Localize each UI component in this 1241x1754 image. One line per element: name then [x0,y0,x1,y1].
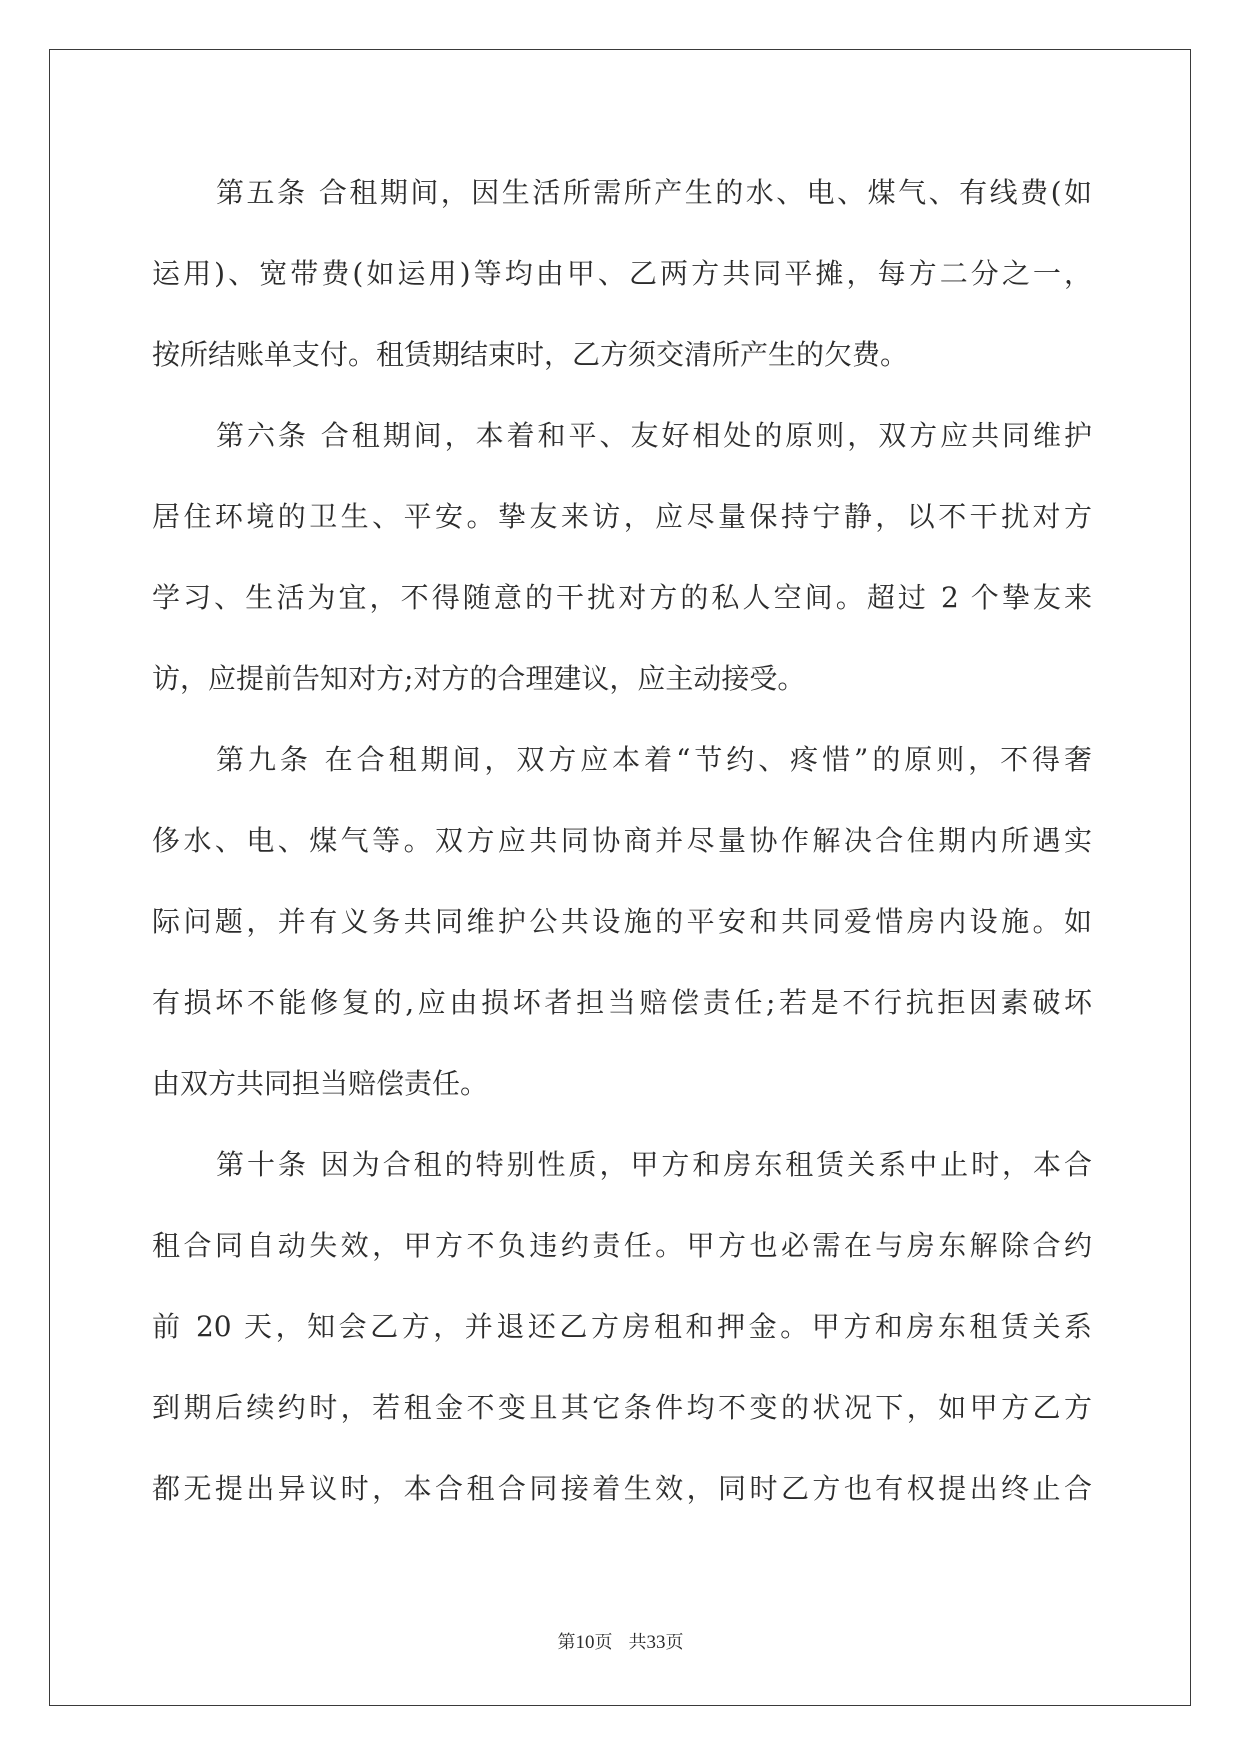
paragraph-line: 侈水、电、煤气等。双方应共同协商并尽量协作解决合住期内所遇实 [152,824,1092,857]
paragraph-line: 运用)、宽带费(如运用)等均由甲、乙两方共同平摊，每方二分之一， [152,257,1092,290]
paragraph-line: 有损坏不能修复的,应由损坏者担当赔偿责任;若是不行抗拒因素破坏 [152,986,1092,1019]
paragraph-line: 都无提出异议时，本合租合同接着生效，同时乙方也有权提出终止合 [152,1472,1092,1505]
paragraph-line: 前 20 天，知会乙方，并退还乙方房租和押金。甲方和房东租赁关系 [152,1310,1092,1343]
total-pages-prefix: 共 [628,1632,647,1653]
paragraph-line: 按所结账单支付。租赁期结束时，乙方须交清所产生的欠费。 [152,338,909,371]
paragraph-line: 第十条 因为合租的特别性质，甲方和房东租赁关系中止时，本合 [216,1148,1092,1181]
paragraph-line: 第九条 在合租期间，双方应本着“节约、疼惜”的原则，不得奢 [216,743,1092,776]
total-pages: 33 [646,1632,666,1653]
paragraph-line: 租合同自动失效，甲方不负违约责任。甲方也必需在与房东解除合约 [152,1229,1092,1262]
paragraph-line: 到期后续约时，若租金不变且其它条件均不变的状况下，如甲方乙方 [152,1391,1092,1424]
paragraph-article-6 [152,395,1092,719]
paragraph-article-9 [152,719,1092,1124]
paragraph-article-5 [152,152,1092,395]
paragraph-line: 居住环境的卫生、平安。挚友来访，应尽量保持宁静，以不干扰对方 [152,500,1092,533]
paragraph-line: 第六条 合租期间，本着和平、友好相处的原则，双方应共同维护 [216,419,1092,452]
document-body [152,152,1092,1529]
total-pages-suffix: 页 [665,1632,684,1653]
page-number: 10 [575,1632,595,1653]
paragraph-line: 第五条 合租期间，因生活所需所产生的水、电、煤气、有线费(如 [216,176,1092,209]
paragraph-line: 由双方共同担当赔偿责任。 [152,1067,489,1100]
paragraph-article-10 [152,1124,1092,1529]
page-number-suffix: 页 [594,1632,613,1653]
paragraph-line: 学习、生活为宜，不得随意的干扰对方的私人空间。超过 2 个挚友来 [152,581,1092,614]
paragraph-line: 际问题，并有义务共同维护公共设施的平安和共同爱惜房内设施。如 [152,905,1092,938]
page-footer [0,1630,1241,1656]
page-number-prefix: 第 [557,1632,576,1653]
paragraph-line: 访，应提前告知对方;对方的合理建议，应主动接受。 [152,662,806,695]
